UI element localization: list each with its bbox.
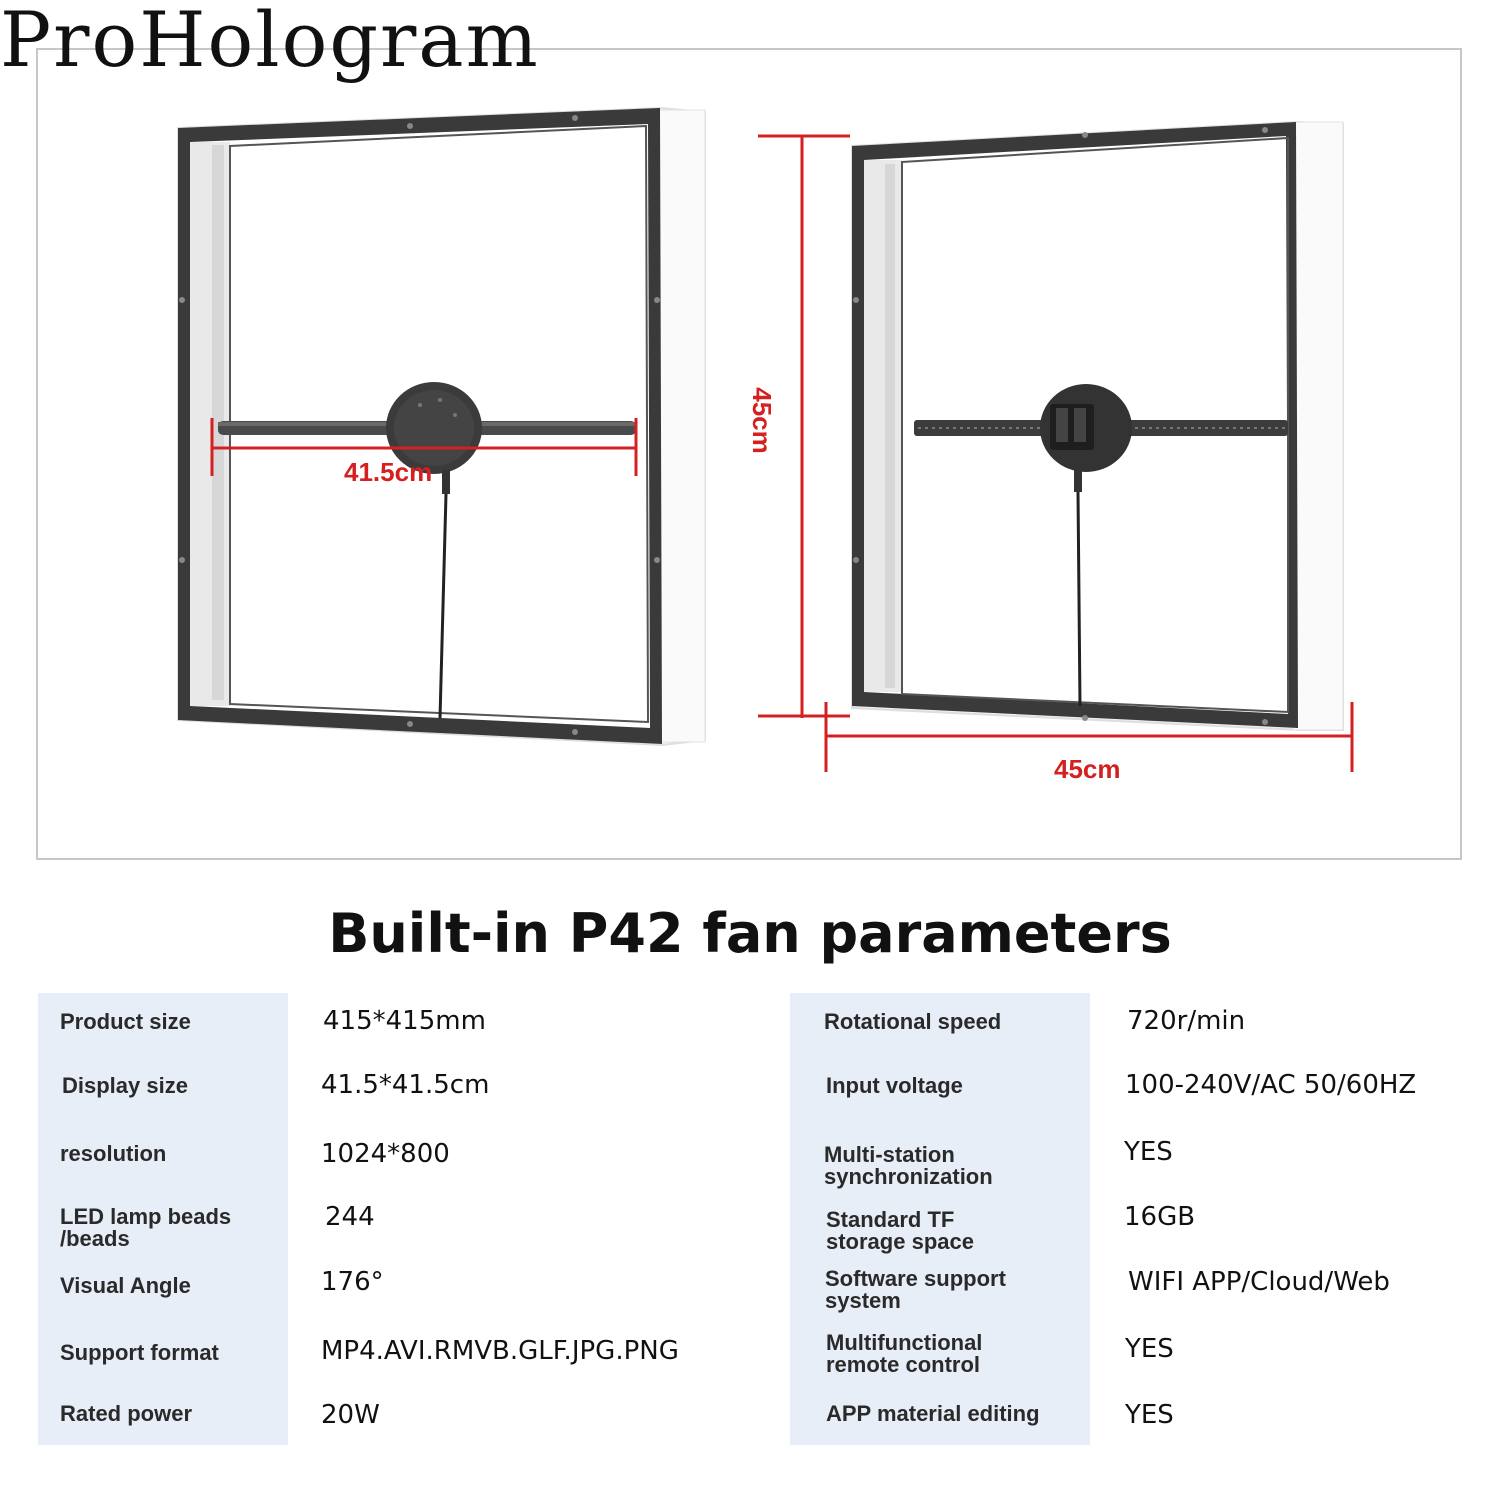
param-value: 41.5*41.5cm (321, 1070, 490, 1100)
param-label: Rated power (60, 1401, 193, 1426)
param-label: APP material editing (826, 1401, 1040, 1426)
param-label: Standard TF storage space (826, 1207, 974, 1254)
param-value: 415*415mm (323, 1006, 486, 1036)
left-unit-illustration (178, 108, 705, 745)
param-label: Display size (62, 1073, 188, 1098)
param-value: WIFI APP/Cloud/Web (1128, 1267, 1390, 1297)
param-label: Multi-station synchronization (824, 1142, 993, 1189)
width-dimension-label: 45cm (1054, 754, 1121, 784)
brand-watermark: ProHologram (0, 0, 540, 84)
param-label: Visual Angle (60, 1273, 191, 1298)
param-value: YES (1124, 1137, 1173, 1167)
param-value: 16GB (1124, 1202, 1196, 1232)
param-label: resolution (60, 1141, 167, 1166)
parameters-title: Built-in P42 fan parameters (328, 902, 1172, 965)
param-label: Rotational speed (824, 1009, 1002, 1034)
height-dimension-label: 45cm (746, 387, 777, 454)
param-value: 100-240V/AC 50/60HZ (1125, 1070, 1417, 1100)
param-value: MP4.AVI.RMVB.GLF.JPG.PNG (321, 1336, 679, 1366)
param-value: 720r/min (1127, 1006, 1246, 1036)
param-label: Support format (60, 1340, 219, 1365)
param-value: 1024*800 (321, 1139, 450, 1169)
param-value: YES (1125, 1334, 1174, 1364)
param-label: Software support system (825, 1266, 1006, 1313)
blade-span-dimension-label: 41.5cm (344, 457, 433, 487)
param-value: YES (1125, 1400, 1174, 1430)
param-value: 20W (321, 1400, 380, 1430)
param-label: Product size (60, 1009, 191, 1034)
param-value: 244 (325, 1202, 375, 1232)
param-label: Multifunctional remote control (826, 1330, 983, 1377)
param-label: LED lamp beads /beads (60, 1204, 232, 1251)
param-value: 176° (321, 1267, 384, 1297)
right-unit-illustration (758, 122, 1352, 772)
param-label: Input voltage (826, 1073, 963, 1098)
